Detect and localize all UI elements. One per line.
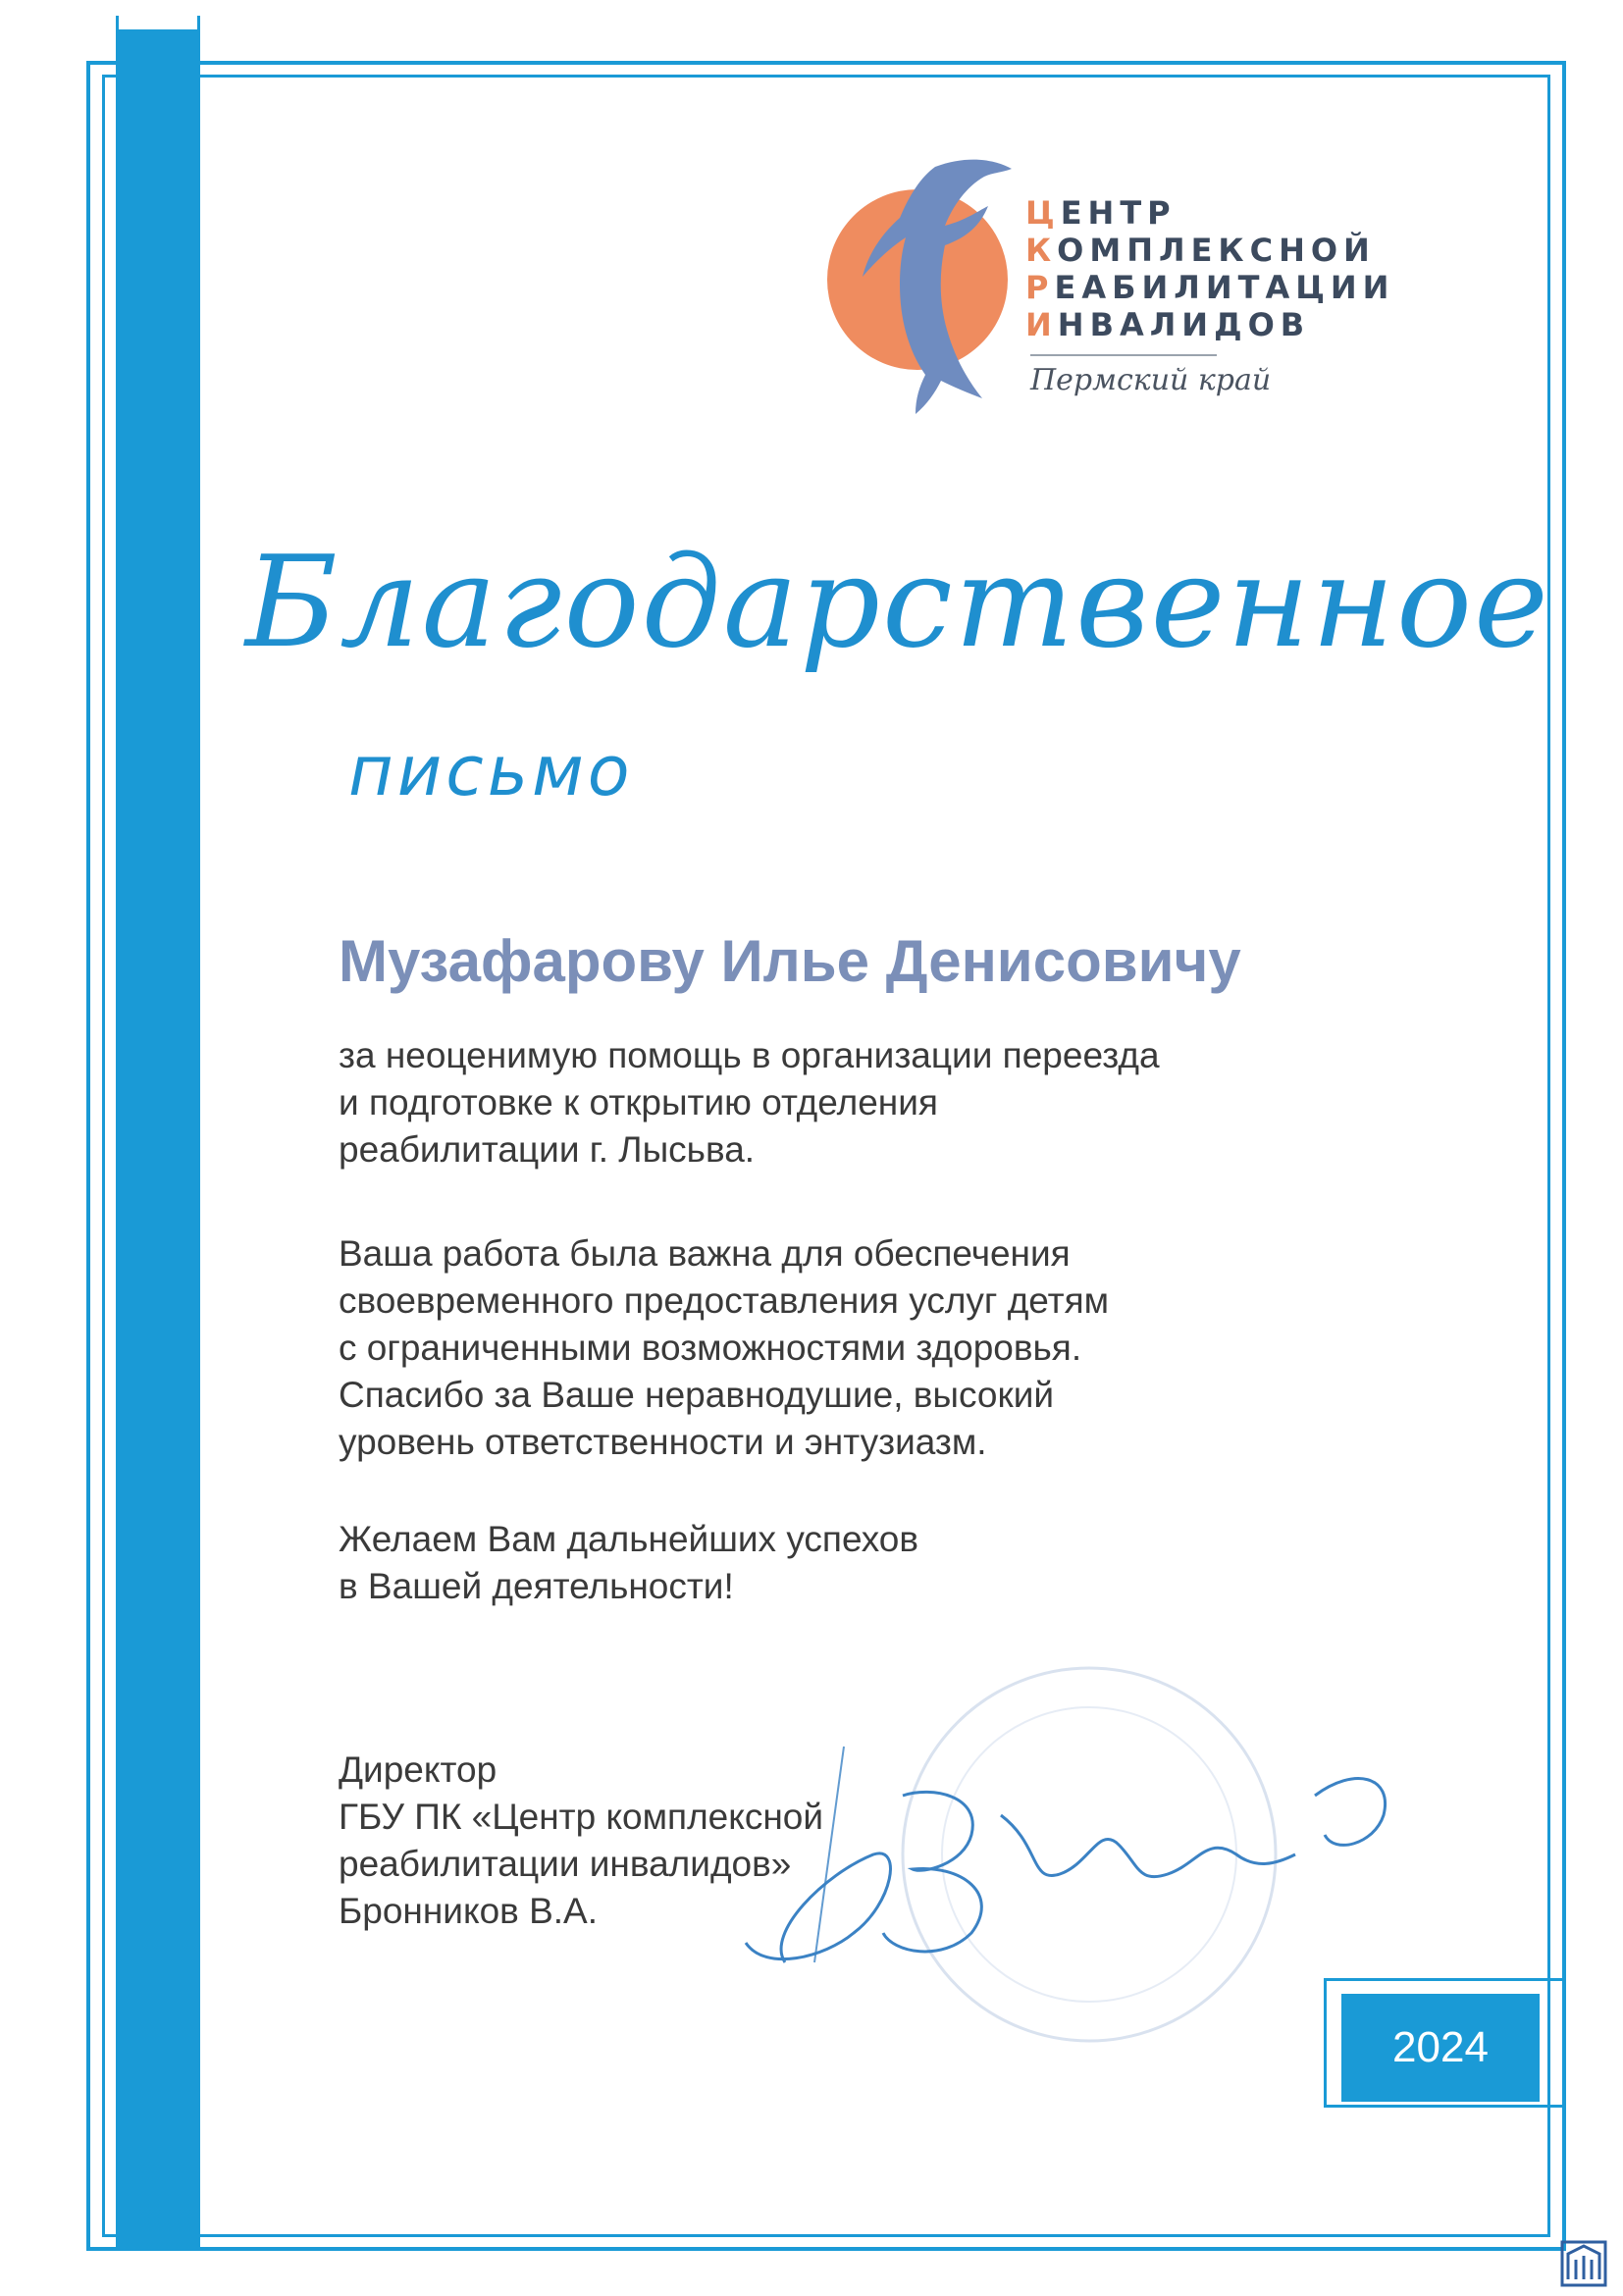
signatory-block: Директор ГБУ ПК «Центр комплексной реабилитации инвалидов» Бронников В.А.: [339, 1749, 824, 1931]
recipient-name: Музафарову Илье Денисовичу: [339, 928, 1241, 994]
logo-wordmark: [1025, 194, 1394, 343]
document-title: Благодарственное: [245, 530, 1550, 676]
year-badge: [1341, 1994, 1540, 2102]
logo-divider: [1030, 354, 1217, 356]
logo-line-3: РЕАБИЛИТАЦИИ: [1025, 269, 1395, 306]
corner-logo-icon: [1560, 2240, 1607, 2287]
paragraph-gratitude: за неоценимую помощь в организации переезда и подготовке к открытию отделения реабилитации г. Лысьва.: [339, 1035, 1160, 1170]
paragraph-work: Ваша работа была важна для обеспечения своевременного предоставления услуг детям с ограниченными возможностями здоровья. Спасибо за Ваше неравнодушие, высокий уровень ответственности и энтузиазм.: [339, 1233, 1110, 1462]
paragraph-wishes: Желаем Вам дальнейших успехов в Вашей деятельности!: [339, 1519, 919, 1606]
logo-line-1: ЦЕНТР: [1025, 194, 1177, 232]
logo-line-2: КОМПЛЕКСНОЙ: [1025, 232, 1376, 269]
document-subtitle: письмо: [348, 731, 634, 811]
left-blue-stripe: [116, 29, 200, 2249]
logo-region: Пермский край: [1030, 363, 1272, 397]
logo-line-4: ИНВАЛИДОВ: [1025, 306, 1311, 343]
dolphin-sun-icon: [819, 147, 1025, 422]
year-text: 2024: [1392, 2023, 1489, 2071]
top-corner-mark: [116, 16, 200, 29]
organization-logo: [819, 147, 1408, 432]
